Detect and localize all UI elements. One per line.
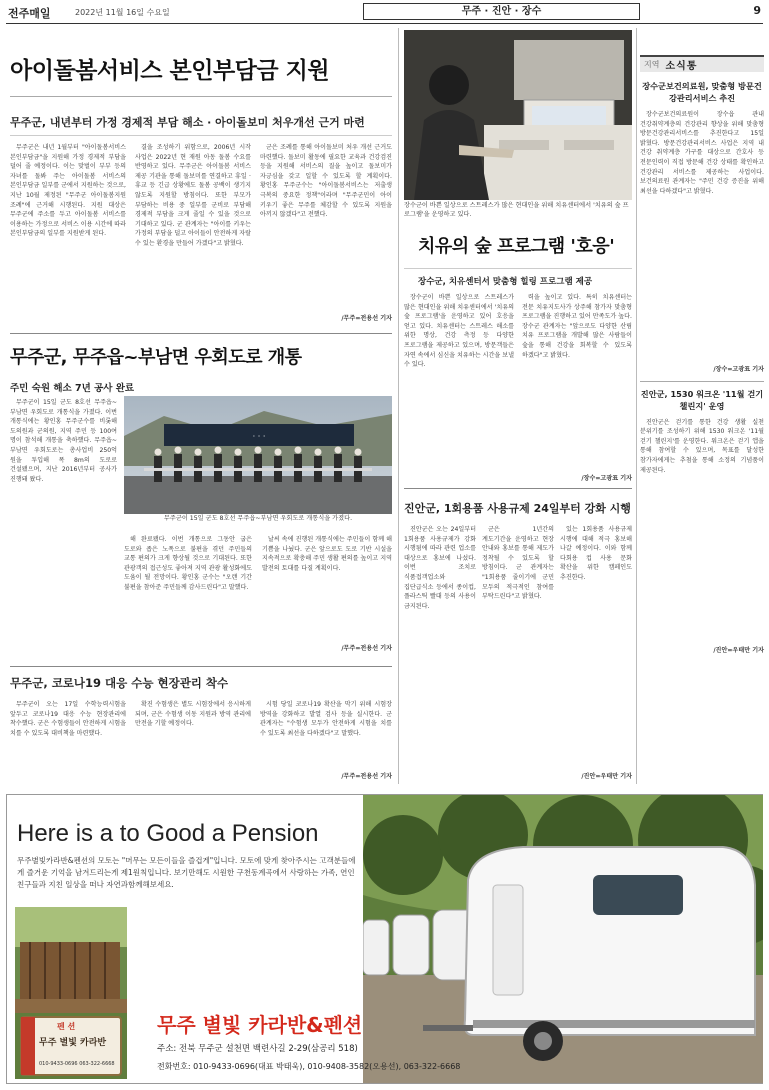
header-rule xyxy=(6,23,763,24)
article2-byline: /무주=전용선 기자 xyxy=(341,645,392,652)
article5-byline: /진안=우태만 기자 xyxy=(581,773,632,780)
publication-name: 전주매일 xyxy=(8,7,51,20)
article3-col3: 시험 당일 코로나19 확산을 막기 위해 시험장 방역을 강화하고 발열 검사 등을 실시한다. 군 관계자는 "수험생 모두가 안전하게 시험을 치를 수 있도록 최선을 다하겠다"고 말했다. xyxy=(260,701,392,737)
sidebar-item1-body: 장수군보건의료원이 장수읍 관내 건강취약계층의 건강관리 향상을 위해 맞춤형 방문건강관리서비스를 추진한다고 15일 밝혔다. 방문건강관리서비스 사업은 지역 내 건강 취약계층 가구를 대상으로 간호사 등 전문인력이 직접 방문해 건강 상태를 확인하고 건강관리 서비스를 제공하는 사업이다. 보건의료원 관계자는 "주민 건강 증진을 위해 최선을 다하겠다"고 밝혔다. xyxy=(640,111,764,195)
page-header xyxy=(0,0,769,24)
pension-advertisement xyxy=(6,794,763,1084)
road-photo-caption: 무주군이 15일 군도 8호선 무주읍~부남면 우회도로 개통식을 가졌다. xyxy=(163,515,353,522)
sidebar-item2-body: 진안군은 걷기를 통한 건강 생활 실천 분위기를 조성하기 위해 1530 워크온 '11월 걷기 챌린지'를 운영한다. 워크온은 걷기 앱을 통해 참여할 수 있으며, 목표를 달성한 참가자에게는 추첨을 통해 소정의 기념품이 제공된다. xyxy=(640,418,764,474)
divider xyxy=(404,488,632,489)
ad-intro: 무주별빛카라반&펜션의 모토는 "머무는 모든이들을 즐겁게"입니다. 모토에 맞게 찾아주시는 고객분들에게 즐거운 기억을 남겨드리는게 제1원칙입니다. 보기만해도 시원한 구천동계곡에서 사랑하는 가족, 연인 친구들과 지친 일상을 떠나 자연과함께해보세요. xyxy=(17,856,356,889)
issue-date: 2022년 11월 16일 수요일 xyxy=(75,8,170,17)
page-number: 9 xyxy=(753,4,761,17)
article4-col1: 장수군이 바쁜 일상으로 스트레스가 많은 현대인을 위해 치유센터에서 '치유의 숲 프로그램'을 운영하고 있어 호응을 얻고 있다. 치유센터는 스트레스 해소를 위한 명상, 건강 측정 등 다양한 프로그램을 제공하고 있으며, 방문객들은 자연 속에서 심신을 치유하는 시간을 보낼 수 있다. xyxy=(404,294,514,369)
article1-title: 아이돌봄서비스 본인부담금 지원 xyxy=(10,58,330,84)
ad-caravan-photo xyxy=(363,795,763,1083)
divider xyxy=(10,135,392,136)
article5-col2: 군은 1년간의 계도기간을 운영하고 현장 안내와 홍보를 통해 제도가 정착될 수 있도록 할 방침이다. 군 관계자는 "1회용품 줄이기에 군민 모두의 적극적인 참여를 부탁드린다"고 밝혔다. xyxy=(482,526,554,601)
sidebar-item1-title: 장수군보건의료원, 맞춤형 방문건강관리서비스 추진 xyxy=(642,81,762,103)
healing-photo-caption: 장수군이 바쁜 일상으로 스트레스가 많은 현대인을 위해 치유센터에서 '치유의 숲 프로그램'을 운영하고 있다. xyxy=(404,202,629,218)
ad-business-name: 무주 별빛 카라반&펜션 xyxy=(157,1013,363,1037)
ad-sign-photo xyxy=(15,1013,127,1079)
divider xyxy=(640,381,764,382)
article5-col3: 있는 1회용품 사용규제 시행에 대해 적극 홍보해 나갈 예정이다. 이와 함께 다회용 컵 사용 문화 확산을 위한 캠페인도 추진한다. xyxy=(560,526,632,581)
sidebar-item1-byline: /장수=고광표 기자 xyxy=(713,366,764,373)
article1-col2: 결을 조성하기 위함으로, 2006년 시작 사업은 2022년 현 재원 아동 돌봄 수요를 반영하고 있다. 무주군은 아이돌봄 서비스 제공 기관을 통해 돌보미를 연결하고 휴일 · 휴교 등 긴급 상황에도 돌봄 공백이 생기지 않도록 지원할 방침이다. 또한 부모가 부담하는 비용 중 일부를 군비로 부담해 경제적 부담을 크게 줄일 수 있을 것으로 기대하고 있다. 군 관계자는 "아이를 키우는 가정의 부담을 덜고 아이들이 안전하게 자랄 수 있는 환경을 만들어 가겠다"고 밝혔다. xyxy=(135,144,251,247)
road-opening-photo xyxy=(124,396,392,514)
healing-center-photo xyxy=(404,30,632,200)
article4-subtitle: 장수군, 치유센터서 맞춤형 힐링 프로그램 제공 xyxy=(418,277,593,287)
article1-subtitle: 무주군, 내년부터 가정 경제적 부담 해소 · 아이돌보미 처우개선 근거 마련 xyxy=(10,116,365,129)
article3-byline: /무주=전용선 기자 xyxy=(341,773,392,780)
sidebar-label: 지역 xyxy=(644,60,660,69)
article5-title: 진안군, 1회용품 사용규제 24일부터 강화 시행 xyxy=(404,502,631,515)
article4-byline: /장수=고광표 기자 xyxy=(581,475,632,482)
column-divider xyxy=(398,28,399,784)
article1-col1: 무주군은 내년 1월부터 "아이돌봄서비스 본인부담금"을 지원해 가정 경제적 부담을 덜어 줄 예정이다. 이는 맞벌이 부부 등의 자녀를 돌봐 주는 아이돌봄 서비스의 본인부담금 일부를 군에서 지원하는 것으로, 지난 10월 제정된 "무주군 아이돌봄지원 조례"에 근거해 시행된다. 지원 대상은 무주군에 주소를 두고 아이돌봄 서비스를 이용하는 가정으로 서비스 이용 시간에 따라 본인부담금의 일부를 지원받게 된다. xyxy=(10,144,126,238)
ad-address: 주소: 전북 무주군 설천면 백련사길 2-29(삼공리 518) xyxy=(157,1044,358,1054)
article2-title: 무주군, 무주읍~부남면 우회도로 개통 xyxy=(10,347,302,368)
divider xyxy=(10,333,392,334)
article1-byline: /무주=전용선 기자 xyxy=(341,315,392,322)
sidebar-header xyxy=(640,55,764,72)
svg-text:· · ·: · · · xyxy=(252,432,266,441)
article3-col1: 무주군이 오는 17일 수학능력시험을 앞두고 코로나19 대응 수능 현장관리에 착수했다. 군은 수험생들이 안전하게 시험을 치를 수 있도록 대비책을 마련했다. xyxy=(10,701,126,737)
sidebar-item2-title: 진안군, 1530 워크온 '11월 걷기 챌린지' 운영 xyxy=(640,388,764,411)
ad-phone: 전화번호: 010-9433-0696(대표 박태욱), 010-9408-3582(오용선), 063-322-6668 xyxy=(157,1062,461,1071)
article3-col2: 확진 수험생은 별도 시험장에서 응시하게 되며, 군은 수험생 이동 지원과 방역 관리에 만전을 기할 예정이다. xyxy=(135,701,251,728)
ad-deck-photo xyxy=(15,907,127,1013)
ad-sign-name: 무주 별빛 카라반 xyxy=(39,1038,107,1048)
divider xyxy=(10,96,392,97)
article3-title: 무주군, 코로나19 대응 수능 현장관리 착수 xyxy=(10,676,229,690)
article2-col3: 날씨 속에 진행된 개통식에는 주민들이 함께 해 기쁨을 나눴다. 군은 앞으로도 도로 기반 시설을 지속적으로 확충해 주민 생활 편의를 높이고 지역 발전의 토대를 다질 계획이다. xyxy=(262,536,392,572)
section-label: 무주 · 진안 · 장수 xyxy=(363,3,640,20)
article2-col1: 무주군이 15일 군도 8호선 무주읍~부남면 우회도로 개통식을 가졌다. 이번 개통식에는 황인홍 무주군수를 비롯해 도의원과 군의원, 지역 주민 등 100여 명이 참석해 개통을 축하했다. 무주읍~부남면 우회도로는 총사업비 250억 원을 투입해 폭 8m의 도로로 건설됐으며, 지난 2016년부터 공사가 진행돼 왔다. xyxy=(10,399,117,483)
sidebar-title: 소식통 xyxy=(665,61,698,72)
local-news-sidebar xyxy=(640,55,764,775)
article4-title: 치유의 숲 프로그램 '호응' xyxy=(418,236,615,257)
ad-headline: Here is a to Good a Pension xyxy=(17,820,319,847)
article2-subtitle: 주민 숙원 해소 7년 공사 완료 xyxy=(10,383,135,394)
article1-col3: 군은 조례를 통해 아이돌보미 처우 개선 근거도 마련했다. 돌보미 활동에 필요한 교육과 건강검진 등을 지원해 서비스의 질을 높이고 돌보미가 자긍심을 갖고 일할 수 있도록 할 계획이다. 황인홍 무주군수는 "아이돌봄서비스는 저출생 극복의 중요한 정책"이라며 "무주군민이 아이 키우기 좋은 무주를 체감할 수 있도록 지원을 아끼지 않겠다"고 전했다. xyxy=(260,144,392,219)
sidebar-item2-byline: /진안=우태만 기자 xyxy=(713,646,764,654)
ad-sign-phone: 010-9433-0696 063-322-6668 xyxy=(39,1061,115,1067)
ad-sign-top: 펜 션 xyxy=(57,1022,76,1031)
divider xyxy=(10,666,392,667)
divider xyxy=(404,268,632,269)
column-divider xyxy=(636,28,637,784)
article2-col2: 해 완료됐다. 이번 개통으로 그동안 굽은 도로와 좁은 노폭으로 불편을 겪던 주민들의 교통 편의가 크게 향상될 것으로 기대된다. 또한 관광객의 접근성도 좋아져 지역 관광 활성화에도 도움이 될 전망이다. 황인홍 군수는 "오랜 기간 불편을 참아준 주민들께 감사드린다"고 말했다. xyxy=(124,536,252,591)
article5-col1: 진안군은 오는 24일부터 1회용품 사용규제가 강화 시행됨에 따라 관련 업소를 대상으로 홍보에 나섰다. 이번 조치로 식품접객업소와 집단급식소 등에서 종이컵, 플라스틱 빨대 등의 사용이 금지된다. xyxy=(404,526,476,610)
article4-col2: 력을 높이고 있다. 특히 치유센터는 전문 치유지도사가 상주해 참가자 맞춤형 프로그램을 진행하고 있어 만족도가 높다. 장수군 관계자는 "앞으로도 다양한 산림 치유 프로그램을 개발해 많은 사람들이 숲을 통해 건강을 회복할 수 있도록 하겠다"고 밝혔다. xyxy=(522,294,632,359)
